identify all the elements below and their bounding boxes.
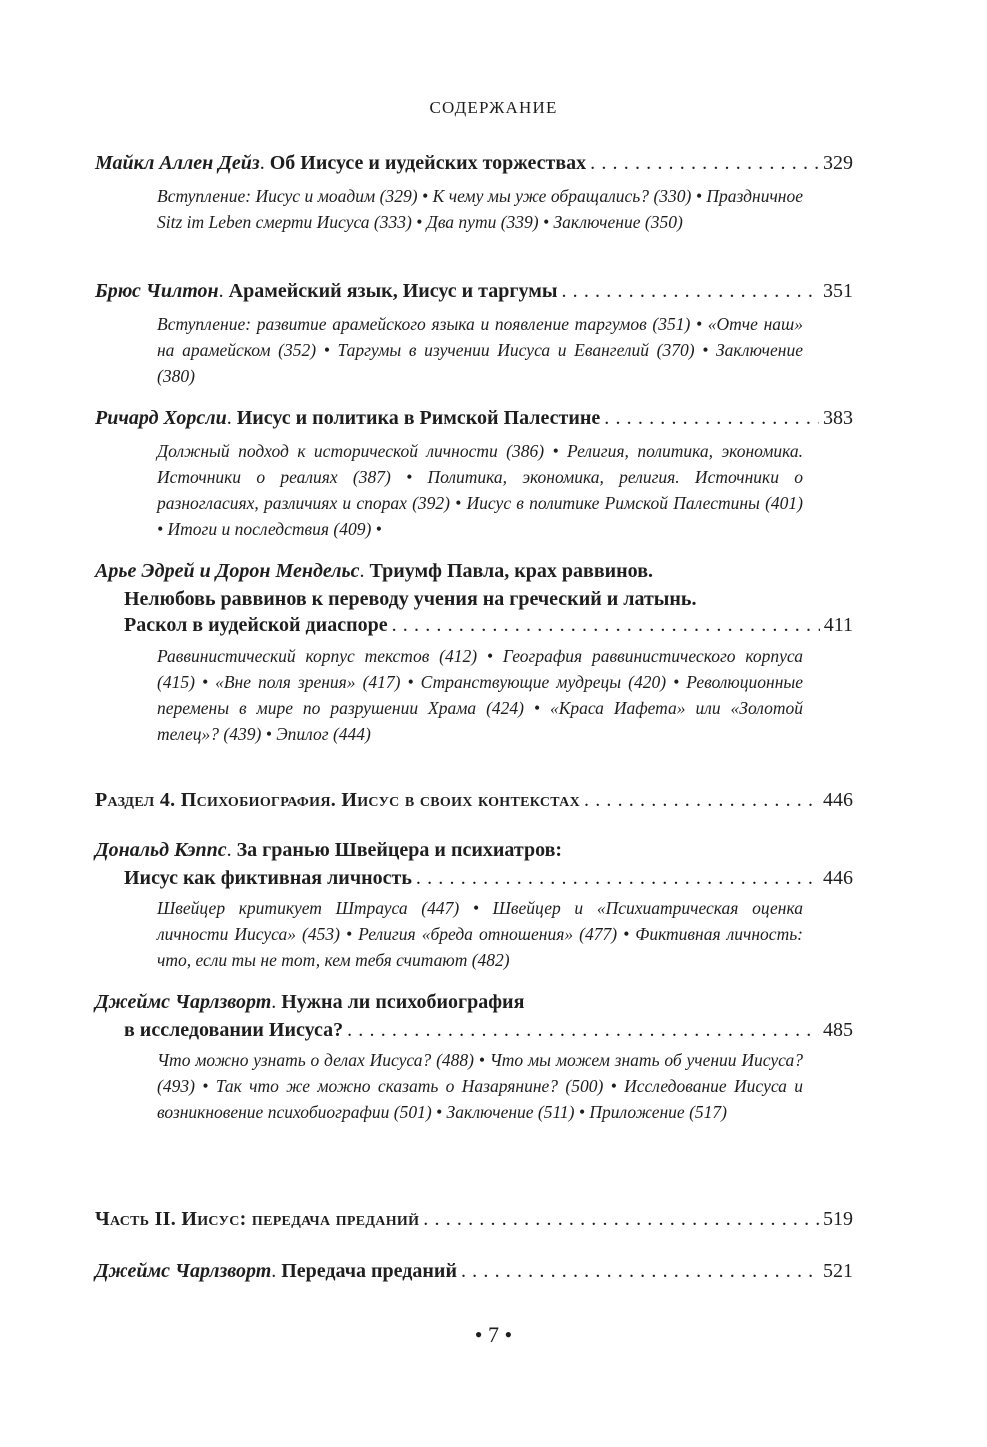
entry-title: Иисус и политика в Римской Палестине xyxy=(236,407,601,429)
entry-summary: Должный подход к исторической личности (386) • Религия, политика, экономика. Источники о реалиях (387) • Политика, экономика, религия. Источники о разногласиях, различиях и спорах (392) • Иисус в политике Римской Палестины (401) • Итоги и последствия (409) • xyxy=(157,441,803,539)
dot-leader xyxy=(590,148,819,178)
toc-entry[interactable]: Джеймс Чарлзворт. Передача преданий . . . 521 xyxy=(95,1256,853,1286)
dot-leader xyxy=(461,1256,819,1286)
toc-entry[interactable] xyxy=(124,863,853,893)
toc-entry[interactable]: Ричард Хорсли. Иисус и политика в Римской Палестине . . . 383 xyxy=(95,403,853,433)
entry-summary: Что можно узнать о делах Иисуса? (488) • Что мы можем знать об учении Иисуса? (493) • Так что же можно сказать о Назарянине? (500) • Исследование Иисуса и возникновение психобиографии (501) • Заключение (511) • Приложение (517) xyxy=(157,1050,803,1122)
toc-section-heading[interactable] xyxy=(95,785,853,815)
dot-leader xyxy=(392,610,820,640)
toc-entry[interactable]: Майкл Аллен Дейз. Об Иисусе и иудейских торжествах . . . 329 xyxy=(95,148,853,178)
entry-title: Об Иисусе и иудейских торжествах xyxy=(269,152,587,174)
entry-title-continuation: в исследовании Иисуса? xyxy=(124,1019,344,1041)
entry-page-number: 519 xyxy=(823,1208,853,1230)
dot-leader xyxy=(416,863,819,893)
toc-entry-line[interactable]: Дональд Кэппс. За гранью Швейцера и психиатров: xyxy=(95,839,563,861)
entry-author: Джеймс Чарлзворт xyxy=(95,1260,272,1282)
entry-summary: Швейцер критикует Штрауса (447) • Швейцер и «Психиатрическая оценка личности Иисуса» (453) • Религия «бреда отношения» (477) • Фиктивная личность: что, если ты не тот, кем тебя считают (482) xyxy=(157,898,803,970)
entry-title: Нужна ли психобиография xyxy=(281,991,525,1013)
entry-page-number: 446 xyxy=(823,867,853,889)
toc-entry[interactable]: Брюс Чилтон. Арамейский язык, Иисус и таргумы . . . 351 xyxy=(95,276,853,306)
entry-author: Дональд Кэппс xyxy=(95,839,227,861)
toc-entry-line[interactable]: Арье Эдрей и Дорон Мендельс. Триумф Павла, крах раввинов. xyxy=(95,560,653,582)
entry-title-continuation[interactable]: Нелюбовь раввинов к переводу учения на греческий и латынь. xyxy=(124,588,697,610)
entry-page-number: 383 xyxy=(823,407,853,429)
toc-entry[interactable] xyxy=(124,1015,853,1045)
toc-entry-line[interactable]: Джеймс Чарлзворт. Нужна ли психобиография xyxy=(95,991,525,1013)
dot-leader xyxy=(347,1015,819,1045)
entry-author: Ричард Хорсли xyxy=(95,407,227,429)
entry-title: Триумф Павла, крах раввинов. xyxy=(369,560,653,582)
entry-title-continuation: Раскол в иудейской диаспоре xyxy=(124,614,388,636)
page-number-folio: • 7 • xyxy=(474,1322,513,1347)
page-header: СОДЕРЖАНИЕ xyxy=(429,98,558,117)
dot-leader xyxy=(584,785,819,815)
entry-title: Арамейский язык, Иисус и таргумы xyxy=(228,280,558,302)
dot-leader xyxy=(561,276,819,306)
entry-author: Майкл Аллен Дейз xyxy=(95,152,260,174)
entry-summary: Раввинистический корпус текстов (412) • География раввинистического корпуса (415) • «Вне поля зрения» (417) • Странствующие мудрецы (420) • Революционные перемены в мире по разрушении Храма (424) • «Краса Иафета» или «Золотой телец»? (439) • Эпилог (444) xyxy=(157,646,803,744)
entry-page-number: 329 xyxy=(823,152,853,174)
entry-title: Передача преданий xyxy=(281,1260,457,1282)
entry-author: Джеймс Чарлзворт xyxy=(95,991,272,1013)
toc-entry[interactable] xyxy=(124,610,853,640)
entry-title: За гранью Швейцера и психиатров: xyxy=(236,839,563,861)
entry-page-number: 521 xyxy=(823,1260,853,1282)
dot-leader xyxy=(423,1204,819,1234)
section-title: Раздел 4. Психобиография. Иисус в своих контекстах xyxy=(95,789,580,811)
toc-part-heading[interactable] xyxy=(95,1204,853,1234)
entry-title-continuation: Иисус как фиктивная личность xyxy=(124,867,412,889)
entry-page-number: 446 xyxy=(823,789,853,811)
entry-page-number: 351 xyxy=(823,280,853,302)
entry-page-number: 411 xyxy=(823,614,853,636)
entry-summary: Вступление: развитие арамейского языка и появление таргумов (351) • «Отче наш» на арамейском (352) • Таргумы в изучении Иисуса и Евангелий (370) • Заключение (380) xyxy=(157,314,803,386)
entry-summary: Вступление: Иисус и моадим (329) • К чему мы уже обращались? (330) • Праздничное Sitz im Leben смерти Иисуса (333) • Два пути (339) • Заключение (350) xyxy=(157,186,803,232)
entry-author: Брюс Чилтон xyxy=(95,280,219,302)
entry-page-number: 485 xyxy=(823,1019,853,1041)
part-title: Часть II. Иисус: передача преданий xyxy=(95,1208,420,1230)
entry-author: Арье Эдрей и Дорон Мендельс xyxy=(95,560,360,582)
dot-leader xyxy=(604,403,819,433)
